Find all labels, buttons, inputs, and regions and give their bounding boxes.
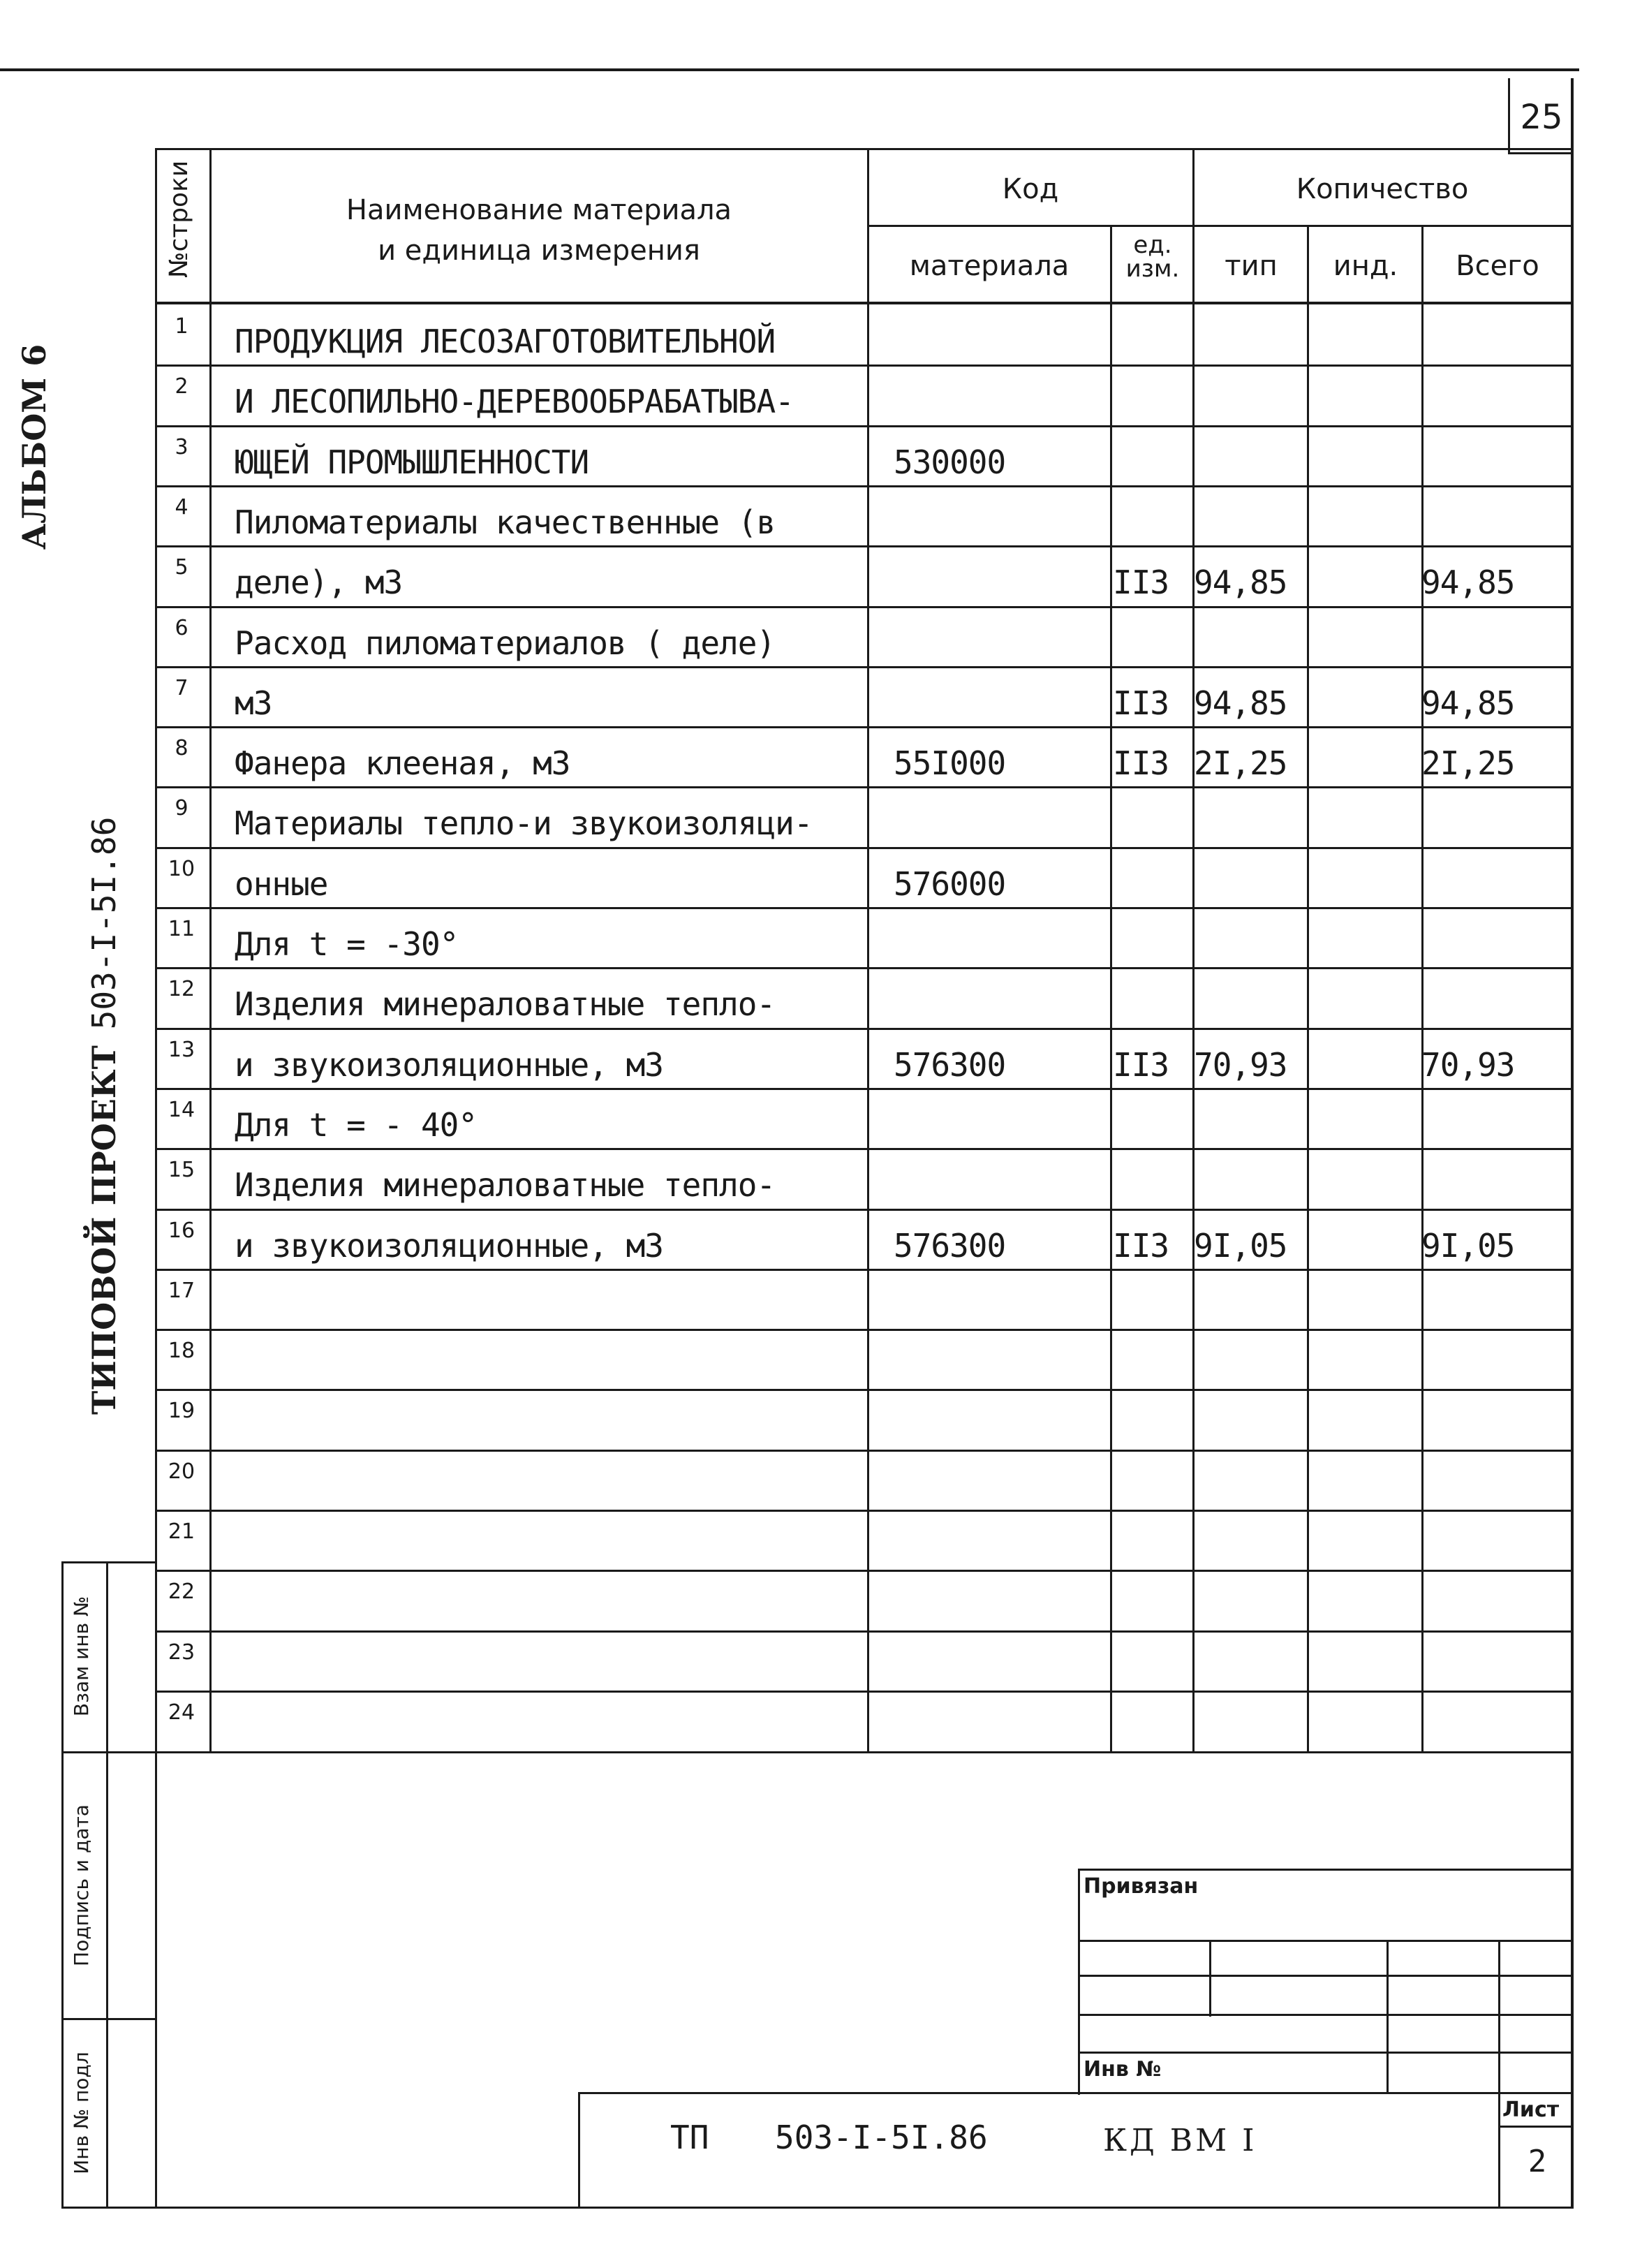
page-number: 25 bbox=[1520, 98, 1563, 137]
row-number: 1 bbox=[175, 314, 188, 339]
page-number-box-left bbox=[1508, 78, 1510, 154]
table-top bbox=[155, 148, 1572, 150]
privyazan-top bbox=[1078, 1869, 1574, 1871]
name-header-line1: Наименование материала bbox=[346, 194, 732, 226]
row-line bbox=[155, 726, 1572, 728]
row-number: 13 bbox=[168, 1038, 195, 1062]
row-line bbox=[155, 1028, 1572, 1030]
row-code: 576300 bbox=[894, 1046, 1006, 1084]
row-name: ПРОДУКЦИЯ ЛЕСОЗАГОТОВИТЕЛЬНОЙ bbox=[235, 323, 776, 360]
row-name: Фанера клееная, м3 bbox=[235, 744, 570, 782]
row-unit: II3 bbox=[1113, 564, 1169, 601]
code-header: Код bbox=[1002, 173, 1059, 205]
row-total: 70,93 bbox=[1421, 1046, 1515, 1084]
stamp-bottom bbox=[61, 2207, 1574, 2209]
row-tip: 94,85 bbox=[1194, 564, 1287, 601]
row-name: и звукоизоляционные, м3 bbox=[235, 1227, 663, 1265]
row-name: И ЛЕСОПИЛЬНО-ДЕРЕВООБРАБАТЫВА- bbox=[235, 383, 794, 420]
qty-total-header: Всего bbox=[1456, 250, 1539, 282]
row-code: 55I000 bbox=[894, 744, 1006, 782]
project-type-label: ТИПОВОЙ ПРОЕКТ bbox=[85, 1045, 123, 1415]
row-unit: II3 bbox=[1113, 684, 1169, 722]
frame-right bbox=[1571, 78, 1574, 2208]
table-bottom bbox=[155, 1751, 1572, 1753]
row-name: деле), м3 bbox=[235, 564, 403, 601]
col-line-3 bbox=[1110, 225, 1112, 1753]
code-material-header: материала bbox=[909, 250, 1070, 282]
row-line bbox=[155, 1329, 1572, 1331]
name-header-line2: и единица измерения bbox=[378, 235, 700, 267]
row-name: Для t = -30° bbox=[235, 925, 459, 963]
row-tip: 2I,25 bbox=[1194, 744, 1287, 782]
row-number: 20 bbox=[168, 1459, 195, 1484]
row-unit: II3 bbox=[1113, 744, 1169, 782]
row-number: 3 bbox=[175, 435, 188, 459]
col-line-4 bbox=[1192, 148, 1195, 1753]
page-number-box-bottom bbox=[1508, 152, 1574, 154]
vzam-inv-label: Взам инв № bbox=[70, 1596, 93, 1717]
row-name: онные bbox=[235, 865, 328, 903]
row-line bbox=[155, 545, 1572, 547]
row-name: м3 bbox=[235, 684, 272, 722]
row-total: 94,85 bbox=[1421, 684, 1515, 722]
row-line bbox=[155, 1389, 1572, 1391]
qty-ind-header: инд. bbox=[1333, 250, 1398, 282]
stamp-inner-left bbox=[106, 1561, 108, 2208]
row-line bbox=[155, 485, 1572, 487]
row-number: 23 bbox=[168, 1640, 195, 1665]
row-number: 8 bbox=[175, 736, 188, 760]
row-tip: 70,93 bbox=[1194, 1046, 1287, 1084]
row-number: 6 bbox=[175, 616, 188, 640]
row-line bbox=[155, 1148, 1572, 1150]
row-total: 2I,25 bbox=[1421, 744, 1515, 782]
row-number: 22 bbox=[168, 1580, 195, 1604]
col-line-2 bbox=[867, 148, 869, 1753]
col-line-5 bbox=[1307, 225, 1309, 1753]
row-name: и звукоизоляционные, м3 bbox=[235, 1046, 663, 1084]
row-number: 7 bbox=[175, 676, 188, 700]
row-number: 14 bbox=[168, 1098, 195, 1122]
inv-podl-label: Инв № подл bbox=[70, 2052, 93, 2174]
row-line bbox=[155, 1570, 1572, 1572]
row-name: Пиломатериалы качественные (в bbox=[235, 503, 776, 541]
row-line bbox=[155, 1691, 1572, 1693]
project-code-label: 503-I-5I.86 bbox=[85, 816, 123, 1030]
qty-tip-header: тип bbox=[1225, 250, 1278, 282]
row-unit: II3 bbox=[1113, 1046, 1169, 1084]
row-name: ЮЩЕЙ ПРОМЫШЛЕННОСТИ bbox=[235, 443, 589, 481]
row-total: 9I,05 bbox=[1421, 1227, 1515, 1265]
row-number: 10 bbox=[168, 857, 195, 881]
row-line bbox=[155, 847, 1572, 849]
row-line bbox=[155, 1630, 1572, 1633]
row-line bbox=[155, 364, 1572, 367]
doc-mark: КД ВМ I bbox=[1103, 2123, 1257, 2158]
row-name: Изделия минераловатные тепло- bbox=[235, 985, 776, 1023]
row-number: 16 bbox=[168, 1218, 195, 1243]
row-line bbox=[155, 1209, 1572, 1211]
doc-code: 503-I-5I.86 bbox=[775, 2119, 988, 2156]
row-number: 19 bbox=[168, 1399, 195, 1423]
row-name: Расход пиломатериалов ( деле) bbox=[235, 624, 776, 662]
row-number: 2 bbox=[175, 374, 188, 399]
row-number: 15 bbox=[168, 1158, 195, 1182]
inv-no-label: Инв № bbox=[1084, 2057, 1162, 2082]
stamp-outer-left bbox=[61, 1561, 64, 2208]
sheet-label: Лист bbox=[1502, 2098, 1560, 2122]
podpis-data-label: Подпись и дата bbox=[70, 1804, 93, 1966]
row-number: 5 bbox=[175, 555, 188, 580]
row-number: 12 bbox=[168, 977, 195, 1001]
row-number: 11 bbox=[168, 917, 195, 941]
row-number: 4 bbox=[175, 495, 188, 520]
col-line-1 bbox=[209, 148, 212, 1753]
row-name: Для t = - 40° bbox=[235, 1106, 478, 1144]
privyazan-label: Привязан bbox=[1084, 1874, 1199, 1899]
row-line bbox=[155, 907, 1572, 909]
quantity-header: Копичество bbox=[1296, 173, 1469, 205]
code-unit-header: ед. изм. bbox=[1125, 231, 1180, 283]
row-line bbox=[155, 606, 1572, 608]
row-tip: 9I,05 bbox=[1194, 1227, 1287, 1265]
row-line bbox=[155, 1450, 1572, 1452]
main-stamp-left bbox=[578, 2092, 580, 2208]
row-line bbox=[155, 666, 1572, 668]
sheet-number: 2 bbox=[1528, 2144, 1547, 2179]
row-line bbox=[155, 786, 1572, 788]
row-number: 9 bbox=[175, 796, 188, 820]
row-number: 17 bbox=[168, 1279, 195, 1303]
row-total: 94,85 bbox=[1421, 564, 1515, 601]
row-code: 576000 bbox=[894, 865, 1006, 903]
row-number: 21 bbox=[168, 1519, 195, 1544]
privyazan-col-1 bbox=[1209, 1940, 1211, 2017]
row-line bbox=[155, 967, 1572, 969]
row-number-header: №строки bbox=[165, 160, 193, 278]
col-line-6 bbox=[1421, 225, 1424, 1753]
row-code: 530000 bbox=[894, 443, 1006, 481]
row-line bbox=[155, 1510, 1572, 1512]
privyazan-col-2 bbox=[1387, 1940, 1389, 2093]
row-code: 576300 bbox=[894, 1227, 1006, 1265]
privyazan-left bbox=[1078, 1869, 1080, 2095]
row-name: Изделия минераловатные тепло- bbox=[235, 1166, 776, 1204]
row-number: 24 bbox=[168, 1700, 195, 1725]
row-line bbox=[155, 1088, 1572, 1090]
row-line bbox=[155, 1269, 1572, 1271]
privyazan-col-3 bbox=[1498, 1940, 1500, 2207]
row-number: 18 bbox=[168, 1339, 195, 1363]
tp-label: ТП bbox=[670, 2119, 709, 2156]
main-stamp-top bbox=[578, 2092, 1574, 2094]
sheet-box-mid bbox=[1498, 2126, 1574, 2128]
row-unit: II3 bbox=[1113, 1227, 1169, 1265]
top-rule bbox=[0, 68, 1579, 71]
header-bottom bbox=[155, 302, 1572, 304]
row-tip: 94,85 bbox=[1194, 684, 1287, 722]
header-mid bbox=[867, 225, 1572, 227]
row-line bbox=[155, 425, 1572, 427]
album-label: АЛЬБОМ 6 bbox=[15, 344, 53, 550]
row-name: Материалы тепло-и звукоизоляци- bbox=[235, 804, 813, 842]
